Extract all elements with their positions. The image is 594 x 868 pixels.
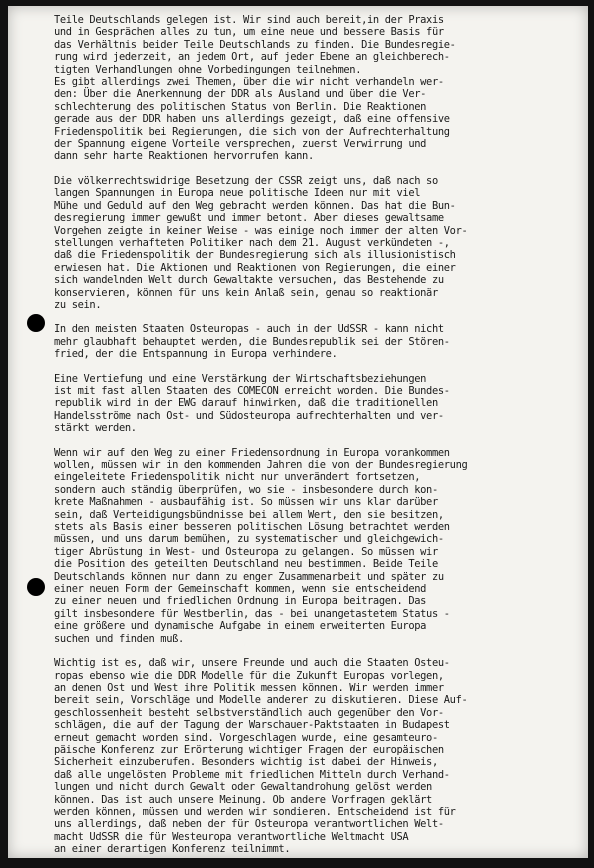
text-line: werden können, müssen und werden wir sondieren. Entscheidend ist für [54, 805, 456, 818]
text-line: an einer derartigen Konferenz teilnimmt. [54, 843, 291, 856]
text-line: stellungen verhafteten Politiker nach dem 21. August verkündeten -, [54, 236, 450, 249]
text-line: und in Gesprächen alles zu tun, um eine neue und bessere Basis für [54, 26, 444, 39]
text-line: den: Über die Anerkennung der DDR als Ausland und über die Ver- [54, 88, 427, 101]
text-line: die Position des geteilten Deutschland neu bestimmen. Beide Teile [54, 558, 438, 571]
text-line: gerade aus der DDR haben uns allerdings gezeigt, daß eine offensive [54, 113, 450, 126]
text-line: Teile Deutschlands gelegen ist. Wir sind auch bereit,in der Praxis [54, 14, 444, 26]
text-line: sondern auch ständig überprüfen, wo sie - insbesondere durch kon- [54, 483, 438, 496]
text-line: eingeleitete Friedenspolitik nicht nur unverändert fortsetzen, [54, 471, 421, 484]
text-line: erwiesen hat. Die Aktionen und Reaktionen von Regierungen, die einer [54, 261, 456, 274]
text-line: dann sehr harte Reaktionen hervorrufen kann. [54, 150, 314, 163]
text-line: daß alle ungelösten Probleme mit friedlichen Mitteln durch Verhand- [54, 768, 450, 781]
text-line: sich wandelnden Welt durch Gewaltakte versuchen, das Bestehende zu [54, 274, 444, 287]
text-line: der Spannung eigene Vorteile versprechen, zuerst Verwirrung und [54, 138, 427, 151]
punch-hole [27, 578, 45, 596]
paragraph [54, 373, 554, 435]
text-line: daß die Friedenspolitik der Bundesregierung sich als illusionistisch [54, 249, 456, 262]
text-line: Sicherheit einzuberufen. Besonders wichtig ist dabei der Hinweis, [54, 756, 438, 769]
text-line: Eine Vertiefung und eine Verstärkung der Wirtschaftsbeziehungen [54, 372, 427, 385]
text-line: Mühe und Geduld auf den Weg gebracht werden können. Das hat die Bun- [54, 199, 456, 212]
text-line: Die völkerrechtswidrige Besetzung der CSSR zeigt uns, daß nach so [54, 174, 438, 187]
text-line: macht UdSSR die für Westeuropa verantwortliche Weltmacht USA [54, 830, 409, 843]
text-line: ropas ebenso wie die DDR Modelle für die Zukunft Europas vorlegen, [54, 669, 444, 682]
text-line: republik wird in der EWG darauf hinwirken, daß die traditionellen [54, 397, 438, 410]
text-line: rung wird jederzeit, an jedem Ort, auf jeder Ebene an gleichberech- [54, 51, 450, 64]
text-line: schlägen, die auf der Tagung der Warschauer-Paktstaaten in Budapest [54, 719, 450, 732]
text-line: schlechterung des politischen Status von Berlin. Die Reaktionen [54, 100, 427, 113]
paragraph [54, 323, 554, 360]
text-line: bereit sein, Vorschläge und Modelle anderer zu diskutieren. Diese Auf- [54, 694, 468, 707]
text-line: Friedenspolitik bei Regierungen, die sich von der Aufrechterhaltung [54, 125, 450, 138]
text-line: lungen und nicht durch Gewalt oder Gewaltandrohung gelöst werden [54, 781, 432, 794]
text-line: einer neuen Form der Gemeinschaft kommen, wenn sie entscheidend [54, 583, 427, 596]
text-line: konservieren, können für uns kein Anlaß sein, genau so reaktionär [54, 286, 438, 299]
text-line: In den meisten Staaten Osteuropas - auch in der UdSSR - kann nicht [54, 323, 444, 336]
text-line: Vorgehen zeigte in keiner Weise - was einige noch immer der alten Vor- [54, 224, 468, 237]
text-line: fried, der die Entspannung in Europa verhindere. [54, 348, 338, 361]
text-line: stärkt werden. [54, 422, 137, 435]
text-line: Wenn wir auf den Weg zu einer Friedensordnung in Europa vorankommen [54, 446, 450, 459]
text-line: päische Konferenz zur Erörterung wichtiger Fragen der europäischen [54, 743, 444, 756]
text-line: stets als Basis einer besseren politischen Lösung betrachtet werden [54, 521, 450, 534]
paragraph [54, 175, 554, 311]
paragraph [54, 14, 554, 163]
text-line: langen Spannungen in Europa neue politische Ideen nur mit viel [54, 187, 421, 200]
text-line: das Verhältnis beider Teile Deutschlands zu finden. Die Bundesregie- [54, 38, 456, 51]
text-line: zu sein. [54, 298, 102, 311]
document-page [8, 6, 588, 858]
paragraph [54, 447, 554, 646]
text-line: krete Maßnahmen - ausbaufähig ist. So müssen wir uns klar darüber [54, 496, 438, 509]
punch-hole [27, 314, 45, 332]
text-line: müssen, und uns darum bemühen, zu systematischer und gleichgewich- [54, 533, 444, 546]
text-line: Es gibt allerdings zwei Themen, über die wir nicht verhandeln wer- [54, 76, 444, 89]
text-line: tigten Verhandlungen ohne Vorbedingungen teilnehmen. [54, 63, 362, 76]
text-line: eine größere und dynamische Aufgabe in einem erweiterten Europa [54, 620, 427, 633]
text-line: geschlossenheit besteht selbstverständlich auch gegenüber den Vor- [54, 706, 444, 719]
text-line: suchen und finden muß. [54, 632, 184, 645]
paragraph [54, 657, 554, 856]
text-line: erneut gemacht worden sind. Vorgeschlagen wurde, eine gesamteuro- [54, 731, 438, 744]
text-line: gilt insbesondere für Westberlin, das - bei unangetastetem Status - [54, 607, 450, 620]
text-line: uns allerdings, daß neben der für Osteuropa verantwortlichen Welt- [54, 818, 444, 831]
text-line: mehr glaubhaft behauptet werden, die Bundesrepublik sei der Stören- [54, 335, 450, 348]
text-line: wollen, müssen wir in den kommenden Jahren die von der Bundesregierung [54, 459, 468, 471]
text-line: ist mit fast allen Staaten des COMECON erreicht worden. Die Bundes- [54, 384, 450, 397]
text-line: desregierung immer gewußt und immer betont. Aber dieses gewaltsame [54, 212, 444, 225]
text-line: Deutschlands können nur dann zu enger Zusammenarbeit und später zu [54, 570, 444, 583]
text-line: tiger Abrüstung in West- und Osteuropa zu gelangen. So müssen wir [54, 545, 438, 558]
text-line: können. Das ist auch unsere Meinung. Ob andere Vorfragen geklärt [54, 793, 432, 806]
text-line: sein, daß Verteidigungsbündnisse bei allem Wert, den sie besitzen, [54, 508, 444, 521]
text-line: zu einer neuen und friedlichen Ordnung in Europa beitragen. Das [54, 595, 427, 608]
text-line: Wichtig ist es, daß wir, unsere Freunde und auch die Staaten Osteu- [54, 657, 450, 670]
text-line: Handelsströme nach Ost- und Südosteuropa aufrechterhalten und ver- [54, 409, 444, 422]
typed-text-body [54, 14, 554, 868]
text-line: an denen Ost und West ihre Politik messen können. Wir werden immer [54, 681, 444, 694]
